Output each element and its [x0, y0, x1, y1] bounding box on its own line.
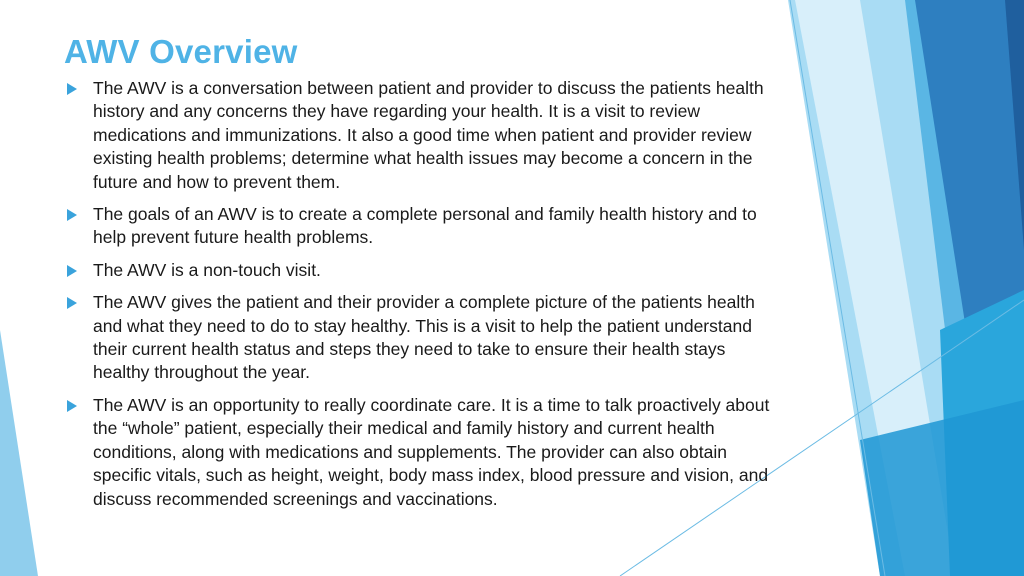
arrow-bullet-icon: [67, 209, 77, 221]
arrow-bullet-icon: [67, 265, 77, 277]
arrow-bullet-icon: [67, 400, 77, 412]
bullet-item: [64, 394, 784, 511]
bullet-item: [64, 259, 784, 282]
bullet-list: [64, 77, 784, 520]
bullet-item: [64, 77, 784, 194]
arrow-bullet-icon: [67, 83, 77, 95]
bullet-text: The goals of an AWV is to create a complete personal and family health history and to help prevent future health problems.: [93, 204, 757, 248]
bullet-text: The AWV is a non-touch visit.: [93, 259, 321, 280]
left-facet: [0, 330, 38, 576]
bullet-item: [64, 291, 784, 385]
bullet-text: The AWV is an opportunity to really coordinate care. It is a time to talk proactively about the “whole” patient, especially their medical and family history and current health conditions, along with medications and supplements. The provider can also obtain specific vitals, such as height, weight, body mass index, blood pressure and vision, and discuss recommended screenings and vaccinations.: [93, 394, 770, 509]
bullet-text: The AWV is a conversation between patient and provider to discuss the patients health history and any concerns they have regarding your health. It is a visit to review medications and immunizations. It also a good time when patient and provider review existing health problems; determine what health issues may become a concern in the future and how to prevent them.: [93, 78, 764, 192]
bullet-item: [64, 203, 784, 250]
slide-title: AWV Overview: [64, 33, 298, 70]
bullet-text: The AWV gives the patient and their provider a complete picture of the patients health and what they need to do to stay healthy. This is a visit to help the patient understand their current health status and steps they need to take to ensure their health stays healthy throughout the year.: [93, 292, 755, 383]
arrow-bullet-icon: [67, 297, 77, 309]
